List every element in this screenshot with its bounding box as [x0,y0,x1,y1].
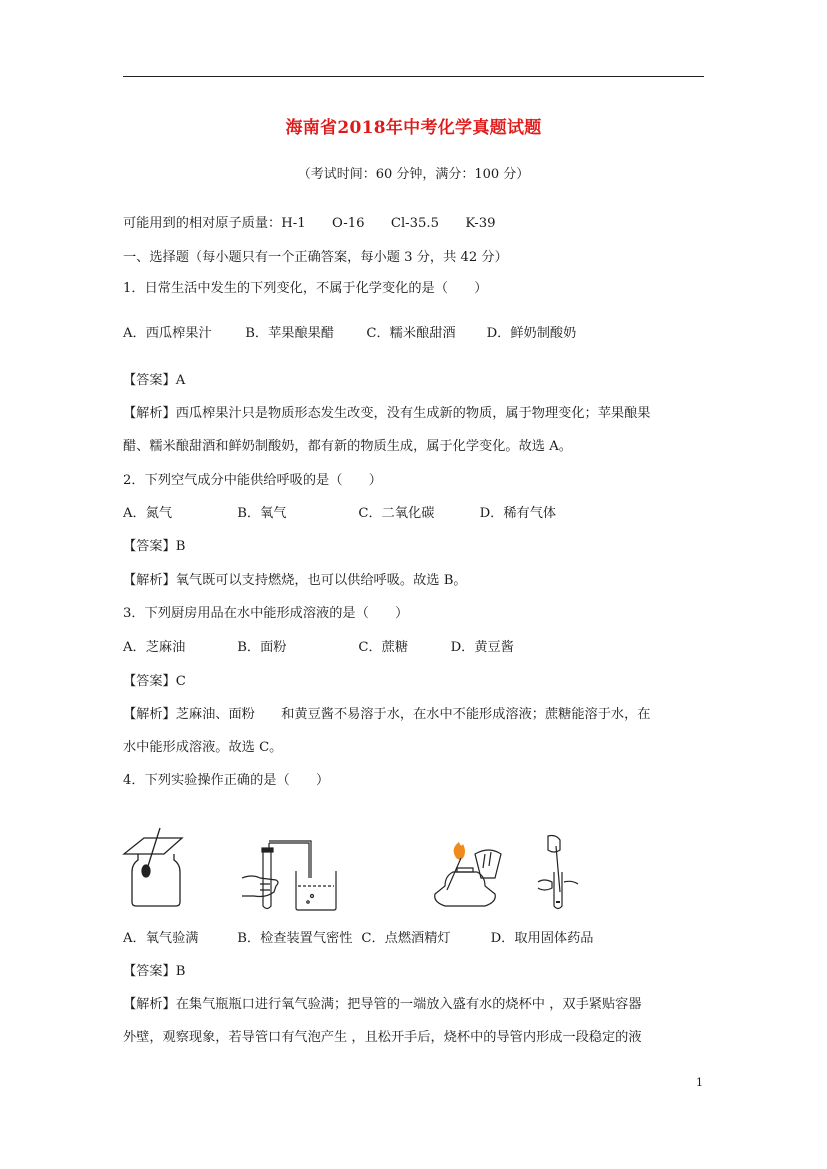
option-d: D．取用固体药品 [490,931,594,946]
question-1-analysis-line-1: 【解析】西瓜榨果汁只是物质形态发生改变，没有生成新的物质，属于物理变化；苹果酿果 [123,406,651,421]
option-a: A．西瓜榨果汁 [123,326,212,341]
question-1-analysis-line-2: 醋、糯米酿甜酒和鲜奶制酸奶，都有新的物质生成，属于化学变化。故选 A。 [123,439,572,454]
option-d: D．稀有气体 [479,506,557,521]
question-3-analysis-line-1: 【解析】芝麻油、面粉 和黄豆酱不易溶于水，在水中不能形成溶液；蔗糖能溶于水，在 [123,707,651,722]
question-2-options [123,502,556,521]
option-a: A．氮气 [123,506,173,521]
question-3-stem: 3．下列厨房用品在水中能形成溶液的是（ ） [123,606,409,621]
option-b: B．面粉 [237,640,287,655]
atomic-masses: 可能用到的相对原子质量：H-1 O-16 Cl-35.5 K-39 [123,216,496,231]
page-title: 海南省2018年中考化学真题试题 [285,118,542,138]
option-a: A．氧气验满 [123,931,199,946]
question-3-options [123,636,514,655]
option-c: C．糯米酿甜酒 [366,326,456,341]
option-d: D．黄豆酱 [450,640,514,655]
option-b: B．氧气 [237,506,287,521]
question-4-stem: 4．下列实验操作正确的是（ ） [123,773,330,788]
solid-reagent-figure [534,832,584,912]
question-2-analysis-line-1: 【解析】氧气既可以支持燃烧，也可以供给呼吸。故选 B。 [123,573,467,588]
alcohol-lamp-figure [425,832,505,912]
question-2-answer: 【答案】B [123,539,186,554]
question-2-stem: 2．下列空气成分中能供给呼吸的是（ ） [123,473,382,488]
page-number: 1 [696,1076,703,1089]
question-4-analysis-line-2: 外壁，观察现象，若导管口有气泡产生 ，且松开手后，烧杯中的导管内形成一段稳定的液 [123,1030,642,1045]
question-3-answer: 【答案】C [123,674,186,689]
header-rule [123,76,704,77]
question-1-options [123,322,576,341]
option-a: A．芝麻油 [123,640,186,655]
question-4-answer: 【答案】B [123,964,186,979]
option-c: C．点燃酒精灯 [361,931,451,946]
question-4-options [123,927,594,946]
exam-info: （考试时间：60 分钟，满分：100 分） [297,167,530,182]
question-3-analysis-line-2: 水中能形成溶液。故选 C。 [123,740,283,755]
option-d: D．鲜奶制酸奶 [486,326,577,341]
option-b: B．苹果酿果醋 [245,326,335,341]
option-c: C．蔗糖 [358,640,409,655]
question-1-stem: 1．日常生活中发生的下列变化，不属于化学变化的是（ ） [123,281,488,296]
section-heading: 一、选择题（每小题只有一个正确答案，每小题 3 分，共 42 分） [123,250,508,265]
question-1-answer: 【答案】A [123,373,186,388]
option-b: B．检查装置气密性 [237,931,353,946]
airtightness-check-figure [236,838,338,912]
option-c: C．二氧化碳 [358,506,435,521]
flame-icon [454,842,465,860]
oxygen-test-figure [122,826,186,908]
question-4-analysis-line-1: 【解析】在集气瓶瓶口进行氧气验满；把导管的一端放入盛有水的烧杯中 ，双手紧贴容器 [123,997,642,1012]
